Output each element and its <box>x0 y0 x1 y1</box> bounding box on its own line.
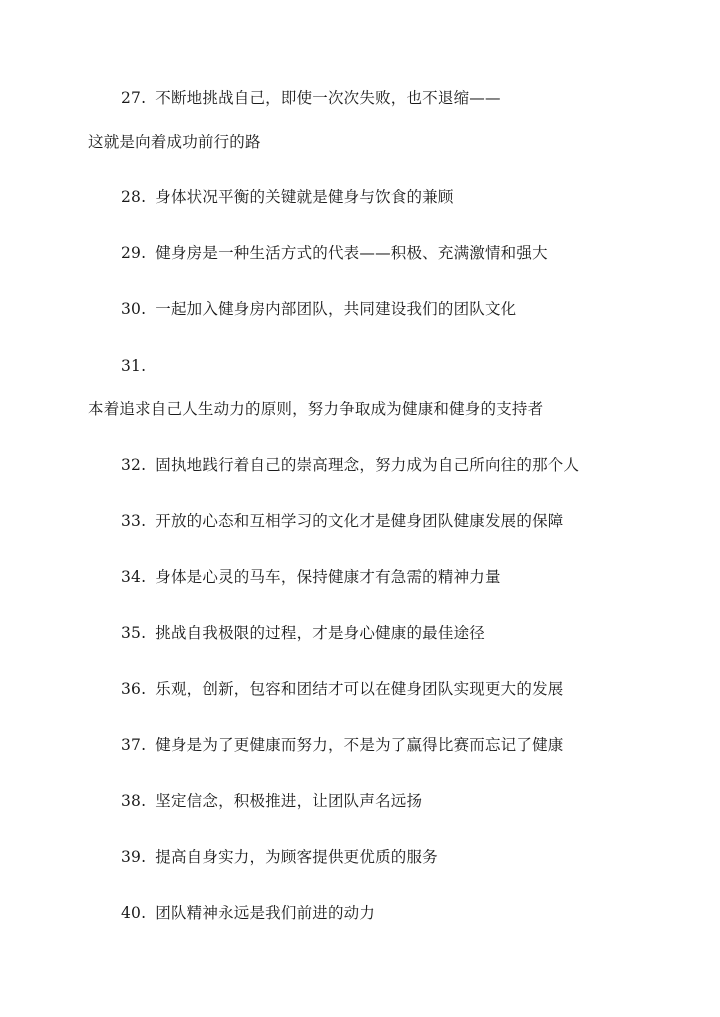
item-number: 31. <box>121 357 147 375</box>
list-item-32 <box>121 455 579 475</box>
list-item-36 <box>121 679 563 699</box>
item-text: 乐观，创新，包容和团结才可以在健身团队实现更大的发展 <box>155 680 564 698</box>
item-number: 38. <box>121 792 147 810</box>
item-number: 27. <box>121 89 147 107</box>
list-item-31-continuation <box>88 399 543 419</box>
item-text: 不断地挑战自己，即使一次次失败，也不退缩—— <box>155 89 501 107</box>
item-text: 身体状况平衡的关键就是健身与饮食的兼顾 <box>155 188 454 206</box>
item-number: 37. <box>121 736 147 754</box>
item-number: 36. <box>121 680 147 698</box>
item-number: 28. <box>121 188 147 206</box>
item-number: 34. <box>121 568 147 586</box>
list-item-30 <box>121 299 516 319</box>
item-number: 35. <box>121 624 147 642</box>
list-item-28 <box>121 187 454 207</box>
item-text: 开放的心态和互相学习的文化才是健身团队健康发展的保障 <box>155 512 564 530</box>
item-text: 提高自身实力，为顾客提供更优质的服务 <box>155 848 438 866</box>
item-number: 32. <box>121 456 147 474</box>
list-item-40 <box>121 903 375 923</box>
item-text-continuation: 这就是向着成功前行的路 <box>88 133 261 151</box>
item-number: 40. <box>121 904 147 922</box>
item-number: 29. <box>121 244 147 262</box>
list-item-38 <box>121 791 422 811</box>
item-number: 39. <box>121 848 147 866</box>
item-number: 33. <box>121 512 147 530</box>
list-item-33 <box>121 511 563 531</box>
list-item-29 <box>121 243 548 263</box>
item-number: 30. <box>121 300 147 318</box>
list-item-39 <box>121 847 438 867</box>
item-text: 健身是为了更健康而努力，不是为了赢得比赛而忘记了健康 <box>155 736 564 754</box>
list-item-37 <box>121 735 563 755</box>
item-text-continuation: 本着追求自己人生动力的原则，努力争取成为健康和健身的支持者 <box>88 400 544 418</box>
item-text: 团队精神永远是我们前进的动力 <box>155 904 376 922</box>
item-text: 身体是心灵的马车，保持健康才有急需的精神力量 <box>155 568 501 586</box>
item-text: 固执地践行着自己的崇高理念，努力成为自己所向往的那个人 <box>155 456 580 474</box>
item-text: 健身房是一种生活方式的代表——积极、充满激情和强大 <box>155 244 548 262</box>
list-item-31 <box>121 356 155 376</box>
list-item-27 <box>121 88 501 108</box>
item-text: 坚定信念，积极推进，让团队声名远扬 <box>155 792 423 810</box>
list-item-35 <box>121 623 485 643</box>
list-item-34 <box>121 567 501 587</box>
list-item-27-continuation <box>88 132 261 152</box>
item-text: 一起加入健身房内部团队，共同建设我们的团队文化 <box>155 300 517 318</box>
item-text: 挑战自我极限的过程，才是身心健康的最佳途径 <box>155 624 485 642</box>
